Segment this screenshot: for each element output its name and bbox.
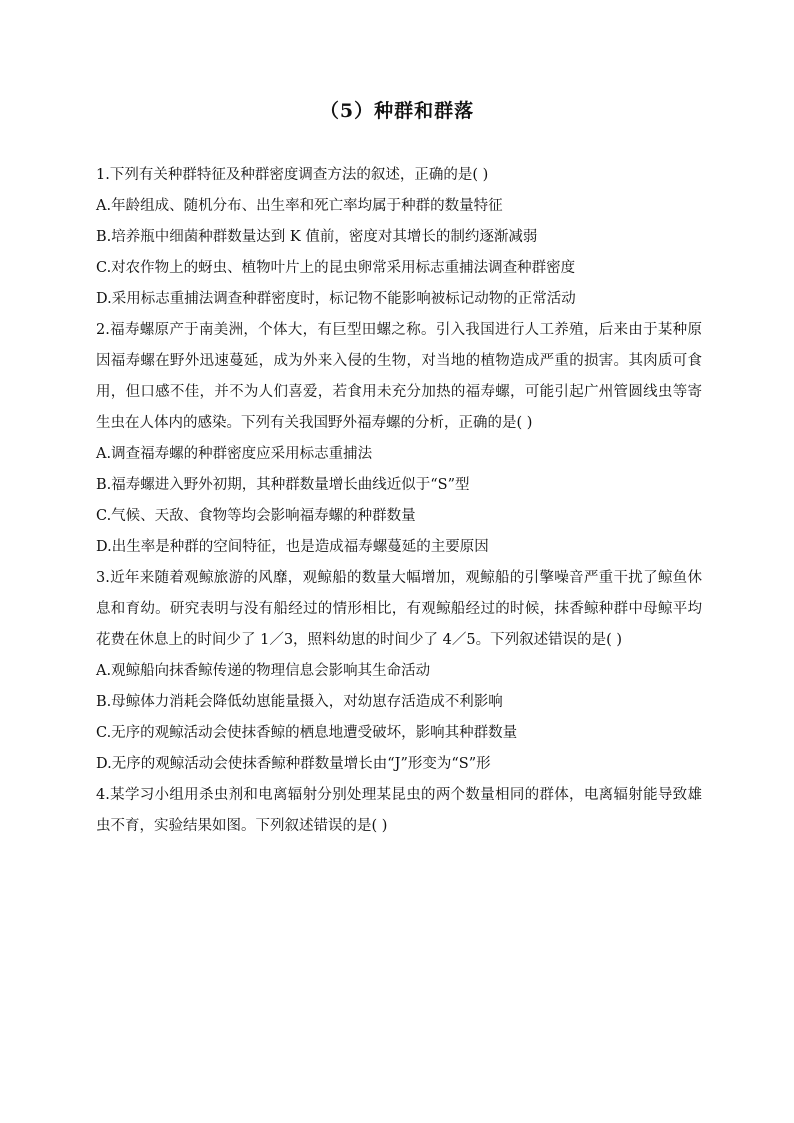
question-3	[96, 563, 702, 780]
question-1-option-d: D.采用标志重捕法调查种群密度时，标记物不能影响被标记动物的正常活动	[96, 291, 576, 307]
question-2-stem: 2.福寿螺原产于南美洲，个体大，有巨型田螺之称。引入我国进行人工养殖，后来由于某种原因福寿螺在野外迅速蔓延，成为外来入侵的生物，对当地的植物造成严重的损害。其肉质可食用，但口感不佳，并不为人们喜爱，若食用未充分加热的福寿螺，可能引起广州管圆线虫等寄生虫在人体内的感染。下列有关我国野外福寿螺的分析，正确的是( )	[96, 322, 702, 431]
question-1-stem: 1.下列有关种群特征及种群密度调查方法的叙述，正确的是( )	[96, 167, 489, 183]
question-2-option-a: A.调查福寿螺的种群密度应采用标志重捕法	[96, 446, 373, 462]
document-title: （5）种群和群落	[319, 100, 475, 122]
question-3-option-b: B.母鲸体力消耗会降低幼崽能量摄入，对幼崽存活造成不利影响	[96, 694, 503, 710]
question-2-option-c: C.气候、天敌、食物等均会影响福寿螺的种群数量	[96, 508, 416, 524]
question-2-option-d: D.出生率是种群的空间特征，也是造成福寿螺蔓延的主要原因	[96, 539, 489, 555]
question-4	[96, 780, 702, 842]
question-list	[96, 160, 702, 842]
question-2-option-b: B.福寿螺进入野外初期，其种群数量增长曲线近似于“S”型	[96, 477, 470, 493]
question-2	[96, 315, 702, 563]
question-3-option-a: A.观鲸船向抹香鲸传递的物理信息会影响其生命活动	[96, 663, 431, 679]
question-4-stem: 4.某学习小组用杀虫剂和电离辐射分别处理某昆虫的两个数量相同的群体，电离辐射能导致雄虫不育，实验结果如图。下列叙述错误的是( )	[96, 787, 702, 834]
question-3-option-d: D.无序的观鲸活动会使抹香鲸种群数量增长由“J”形变为“S”形	[96, 756, 491, 772]
question-1-option-b: B.培养瓶中细菌种群数量达到 K 值前，密度对其增长的制约逐渐减弱	[96, 229, 538, 245]
question-3-option-c: C.无序的观鲸活动会使抹香鲸的栖息地遭受破坏，影响其种群数量	[96, 725, 518, 741]
question-1-option-c: C.对农作物上的蚜虫、植物叶片上的昆虫卵常采用标志重捕法调查种群密度	[96, 260, 576, 276]
question-3-stem: 3.近年来随着观鲸旅游的风靡，观鲸船的数量大幅增加，观鲸船的引擎噪音严重干扰了鲸鱼休息和育幼。研究表明与没有船经过的情形相比，有观鲸船经过的时候，抹香鲸种群中母鲸平均花费在休息上的时间少了 1／3，照料幼崽的时间少了 4／5。下列叙述错误的是( )	[96, 570, 702, 648]
question-1	[96, 160, 702, 315]
question-1-option-a: A.年龄组成、随机分布、出生率和死亡率均属于种群的数量特征	[96, 198, 503, 214]
